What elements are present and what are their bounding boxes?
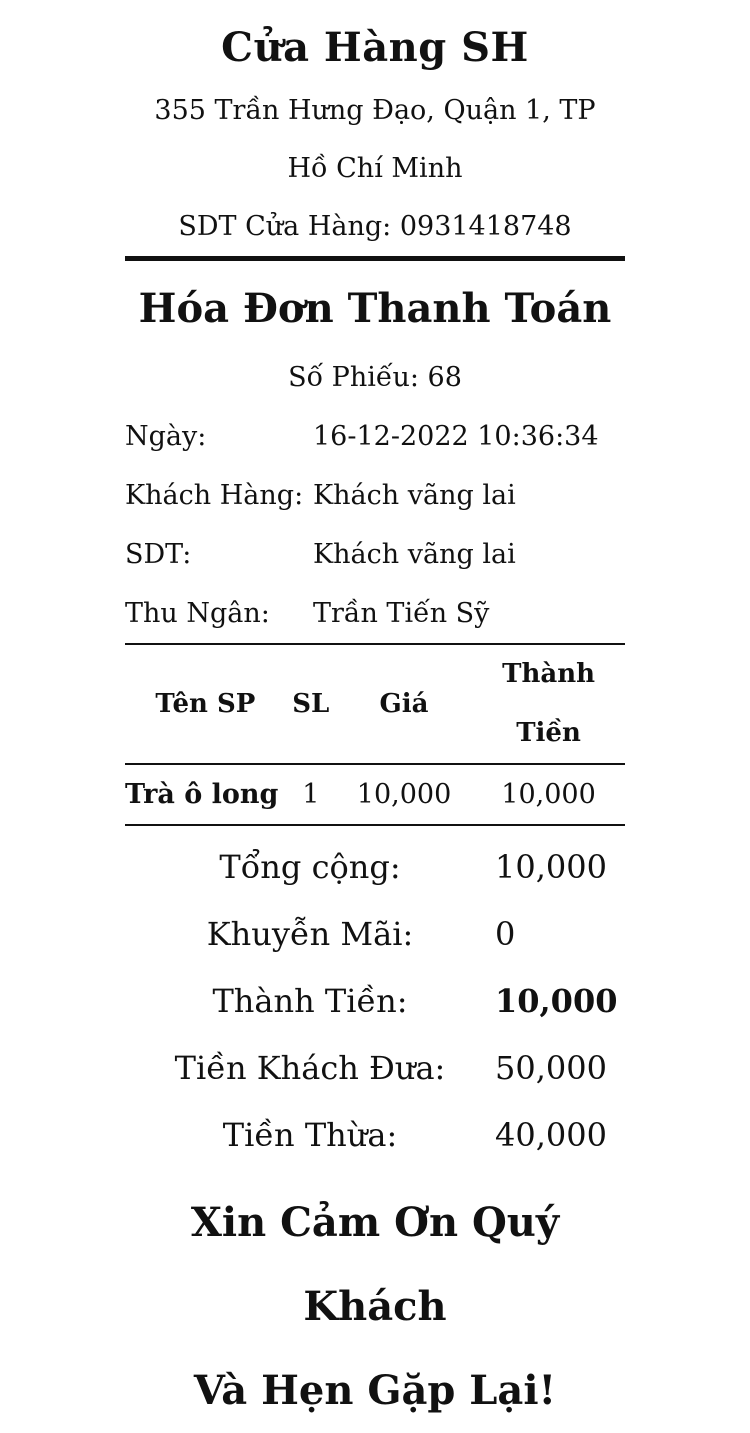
info-row-cashier <box>125 584 625 643</box>
total-value: 10,000 <box>495 982 618 1020</box>
store-address: 355 Trần Hưng Đạo, Quận 1, TP Hồ Chí Minh <box>154 95 596 184</box>
item-name: Trà ô long <box>125 764 286 825</box>
info-label: Khách Hàng: <box>125 480 304 511</box>
header-divider <box>125 256 625 261</box>
table-header-row <box>125 644 625 764</box>
item-quantity: 1 <box>286 764 336 825</box>
info-label: SDT: <box>125 539 192 570</box>
total-row-subtotal <box>125 834 625 901</box>
total-label: Thành Tiền: <box>212 982 408 1020</box>
info-label: Thu Ngân: <box>125 598 270 629</box>
total-label: Tổng cộng: <box>219 848 401 886</box>
receipt <box>125 0 625 1433</box>
table-row <box>125 764 625 825</box>
item-price: 10,000 <box>336 764 472 825</box>
total-value: 40,000 <box>495 1116 607 1154</box>
store-phone: SDT Cửa Hàng: 0931418748 <box>178 211 572 242</box>
info-value: Khách vãng lai <box>313 480 516 511</box>
total-label: Tiền Khách Đưa: <box>174 1049 446 1087</box>
header-price: Giá <box>336 644 472 764</box>
items-table <box>125 643 625 826</box>
info-label: Ngày: <box>125 421 207 452</box>
info-value: 16-12-2022 10:36:34 <box>313 421 599 452</box>
header-product-name: Tên SP <box>125 644 286 764</box>
info-row-customer <box>125 466 625 525</box>
bill-title: Hóa Đơn Thanh Toán <box>138 285 612 332</box>
item-line-total: 10,000 <box>472 764 625 825</box>
info-row-phone <box>125 525 625 584</box>
total-label: Tiền Thừa: <box>222 1116 398 1154</box>
total-label: Khuyễn Mãi: <box>206 915 414 953</box>
info-value: Khách vãng lai <box>313 539 516 570</box>
total-row-change <box>125 1102 625 1169</box>
header-line-total: Thành Tiền <box>472 644 625 764</box>
total-value: 0 <box>495 915 516 953</box>
thank-you-line-2: Và Hẹn Gặp Lại! <box>193 1367 557 1414</box>
total-value: 50,000 <box>495 1049 607 1087</box>
thank-you-message <box>125 1181 625 1433</box>
bill-number: Số Phiếu: 68 <box>288 362 462 393</box>
totals-section <box>125 834 625 1169</box>
total-value: 10,000 <box>495 848 607 886</box>
total-row-discount <box>125 901 625 968</box>
info-value: Trần Tiến Sỹ <box>313 598 490 629</box>
total-row-cash-received <box>125 1035 625 1102</box>
thank-you-line-1: Xin Cảm Ơn Quý Khách <box>190 1199 560 1330</box>
header-quantity: SL <box>286 644 336 764</box>
info-row-date <box>125 407 625 466</box>
store-name: Cửa Hàng SH <box>221 24 529 71</box>
total-row-grand-total <box>125 968 625 1035</box>
